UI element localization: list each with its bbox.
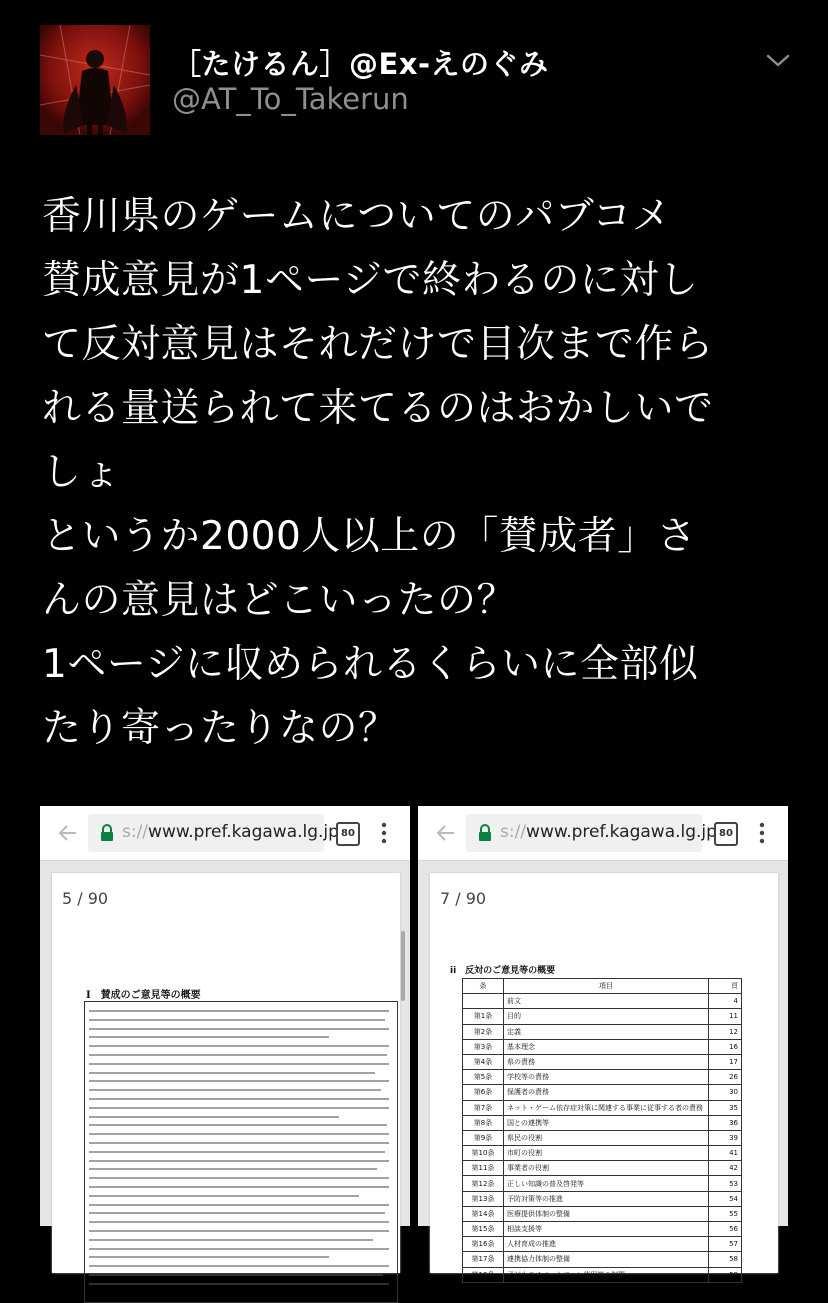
tweet-line: 1ページに収められるくらいに全部似 <box>42 642 699 687</box>
cell-item: 事業者の役割 <box>504 1161 709 1176</box>
cell-item: 保護者の責務 <box>504 1085 709 1100</box>
cell-page: 54 <box>709 1191 742 1206</box>
url-text: s://www.pref.kagawa.lg.jp <box>122 822 339 842</box>
tweet-line: て反対意見はそれだけで目次まで作ら <box>42 322 714 367</box>
browser-toolbar <box>418 806 788 861</box>
page-counter: 5 / 90 <box>62 889 109 908</box>
tab-count-badge: 80 <box>714 822 738 846</box>
cell-page: 53 <box>709 1176 742 1191</box>
media-image-right[interactable] <box>418 806 788 1279</box>
cell-item: 前文 <box>504 994 709 1009</box>
cell-article: 第5条 <box>463 1070 504 1085</box>
table-row <box>463 1176 742 1191</box>
doc-heading: Ⅰ 賛成のご意見等の概要 <box>86 990 201 1001</box>
table-row <box>463 1237 742 1252</box>
cell-item: 医療提供体制の整備 <box>504 1206 709 1221</box>
doc-text-line <box>89 1133 389 1135</box>
cell-page: 30 <box>709 1085 742 1100</box>
pdf-viewer <box>418 861 788 1279</box>
column-header-page: 頁 <box>709 979 742 994</box>
table-row <box>463 1267 742 1282</box>
doc-text-line <box>89 1168 377 1170</box>
pdf-viewer <box>40 861 410 1226</box>
table-row <box>463 1100 742 1115</box>
toc-table <box>462 978 742 1283</box>
cell-page: 58 <box>709 1252 742 1267</box>
cell-item: 予防対策等の推進 <box>504 1191 709 1206</box>
lock-icon <box>100 824 114 842</box>
doc-text-line <box>89 1063 389 1065</box>
avatar-image <box>40 25 150 135</box>
doc-text-line <box>89 1010 389 1012</box>
cell-article: 第18条 <box>463 1267 504 1282</box>
cell-article: 第1条 <box>463 1009 504 1024</box>
table-row <box>463 1085 742 1100</box>
cell-item: 人材育成の推進 <box>504 1237 709 1252</box>
doc-text-line <box>89 1256 329 1258</box>
cell-item: 定義 <box>504 1024 709 1039</box>
cell-article: 第8条 <box>463 1115 504 1130</box>
tweet-line: というか2000人以上の「賛成者」さ <box>42 514 697 559</box>
author-display-name[interactable]: ［たけるん］@Ex-えのぐみ <box>172 47 549 81</box>
scroll-thumb <box>401 931 405 1001</box>
author-handle[interactable]: @AT_To_Takerun <box>172 82 409 116</box>
doc-text-line <box>89 1080 389 1082</box>
column-header-article: 条 <box>463 979 504 994</box>
page-counter: 7 / 90 <box>440 889 487 908</box>
cell-page: 26 <box>709 1070 742 1085</box>
doc-text-line <box>89 1160 389 1162</box>
doc-text-line <box>89 1142 389 1144</box>
cell-page: 41 <box>709 1146 742 1161</box>
avatar[interactable] <box>40 25 150 135</box>
cell-item: 県の責務 <box>504 1054 709 1069</box>
doc-text-line <box>89 1212 385 1214</box>
table-row <box>463 1024 742 1039</box>
cell-article: 第13条 <box>463 1191 504 1206</box>
doc-text-line <box>89 1283 389 1285</box>
cell-item: 目的 <box>504 1009 709 1024</box>
doc-text-line <box>89 1230 389 1232</box>
cell-item: 基本理念 <box>504 1039 709 1054</box>
doc-text-line <box>89 1274 383 1276</box>
doc-text-line <box>89 1045 389 1047</box>
cell-page: 39 <box>709 1130 742 1145</box>
cell-item: 国との連携等 <box>504 1115 709 1130</box>
cell-page: 42 <box>709 1161 742 1176</box>
cell-page: 17 <box>709 1054 742 1069</box>
doc-text-line <box>89 1204 389 1206</box>
cell-page: 36 <box>709 1115 742 1130</box>
cell-page: 55 <box>709 1206 742 1221</box>
cell-article: 第10条 <box>463 1146 504 1161</box>
doc-text-line <box>89 1054 387 1056</box>
table-header-row <box>463 979 742 994</box>
table-row <box>463 1115 742 1130</box>
cell-page: 56 <box>709 1222 742 1237</box>
doc-text-line <box>89 1195 359 1197</box>
cell-item: 子どものスマートフォン使用等の制限 <box>504 1267 709 1282</box>
url-bar <box>466 814 717 852</box>
tweet-line: しょ <box>42 450 122 495</box>
doc-text-line <box>89 1036 329 1038</box>
cell-item: 連携協力体制の整備 <box>504 1252 709 1267</box>
cell-page: 35 <box>709 1100 742 1115</box>
toc-title: ii 反対のご意見等の概要 <box>450 966 556 976</box>
doc-text-line <box>89 1186 389 1188</box>
cell-item: 県民の役割 <box>504 1130 709 1145</box>
tweet-line: 賛成意見が1ページで終わるのに対し <box>42 258 699 303</box>
table-row <box>463 1039 742 1054</box>
tweet-text <box>42 185 802 761</box>
doc-text-line <box>89 1098 389 1100</box>
more-vert-icon <box>758 821 766 845</box>
doc-text-line <box>89 1072 375 1074</box>
doc-text-line <box>89 1019 385 1021</box>
cell-item: 正しい知識の普及啓発等 <box>504 1176 709 1191</box>
table-row <box>463 1206 742 1221</box>
doc-text-line <box>89 1221 389 1223</box>
cell-article: 第7条 <box>463 1100 504 1115</box>
cell-item: 相談支援等 <box>504 1222 709 1237</box>
table-row <box>463 1070 742 1085</box>
table-row <box>463 994 742 1009</box>
browser-toolbar <box>40 806 410 861</box>
chevron-down-icon[interactable] <box>764 48 792 72</box>
table-row <box>463 1146 742 1161</box>
doc-text-line <box>89 1116 339 1118</box>
back-arrow-icon <box>436 823 456 843</box>
lock-icon <box>478 824 492 842</box>
more-vert-icon <box>380 821 388 845</box>
cell-item: ネット・ゲーム依存症対策に関連する事業に従事する者の責務 <box>504 1100 709 1115</box>
cell-page: 12 <box>709 1024 742 1039</box>
table-row <box>463 1222 742 1237</box>
doc-text-line <box>89 1265 389 1267</box>
cell-article: 第6条 <box>463 1085 504 1100</box>
cell-page: 4 <box>709 994 742 1009</box>
table-row <box>463 1161 742 1176</box>
table-row <box>463 1252 742 1267</box>
cell-article: 第4条 <box>463 1054 504 1069</box>
cell-article: 第14条 <box>463 1206 504 1221</box>
cell-page: 59 <box>709 1267 742 1282</box>
cell-article: 第9条 <box>463 1130 504 1145</box>
doc-text-line <box>89 1107 389 1109</box>
doc-text-line <box>89 1248 389 1250</box>
column-header-item: 項目 <box>504 979 709 994</box>
doc-text-line <box>89 1124 387 1126</box>
cell-item: 市町の役割 <box>504 1146 709 1161</box>
table-row <box>463 1191 742 1206</box>
table-row <box>463 1054 742 1069</box>
tweet-media <box>40 806 788 1279</box>
doc-text-line <box>89 1089 381 1091</box>
cell-page: 16 <box>709 1039 742 1054</box>
url-text: s://www.pref.kagawa.lg.jp <box>500 822 717 842</box>
cell-page: 57 <box>709 1237 742 1252</box>
tweet-line: れる量送られて来てるのはおかしいで <box>42 386 714 431</box>
cell-article: 第3条 <box>463 1039 504 1054</box>
doc-text-line <box>89 1239 373 1241</box>
cell-page: 11 <box>709 1009 742 1024</box>
back-arrow-icon <box>58 823 78 843</box>
cell-article: 第2条 <box>463 1024 504 1039</box>
doc-text-line <box>89 1028 389 1030</box>
cell-article: 第15条 <box>463 1222 504 1237</box>
cell-item: 学校等の責務 <box>504 1070 709 1085</box>
tweet-line: 香川県のゲームについてのパブコメ <box>42 194 672 239</box>
cell-article: 第16条 <box>463 1237 504 1252</box>
table-row <box>463 1130 742 1145</box>
tweet-line: たり寄ったりなの？ <box>42 706 398 751</box>
cell-article: 第11条 <box>463 1161 504 1176</box>
doc-text-block <box>84 1001 398 1303</box>
cell-article: 第17条 <box>463 1252 504 1267</box>
media-image-left[interactable] <box>40 806 410 1226</box>
tab-count-badge: 80 <box>336 822 360 846</box>
doc-text-line <box>89 1177 389 1179</box>
cell-article <box>463 994 504 1009</box>
url-bar <box>88 814 339 852</box>
tweet-line: んの意見はどこいったの？ <box>42 578 517 623</box>
cell-article: 第12条 <box>463 1176 504 1191</box>
table-row <box>463 1009 742 1024</box>
doc-text-line <box>89 1151 385 1153</box>
